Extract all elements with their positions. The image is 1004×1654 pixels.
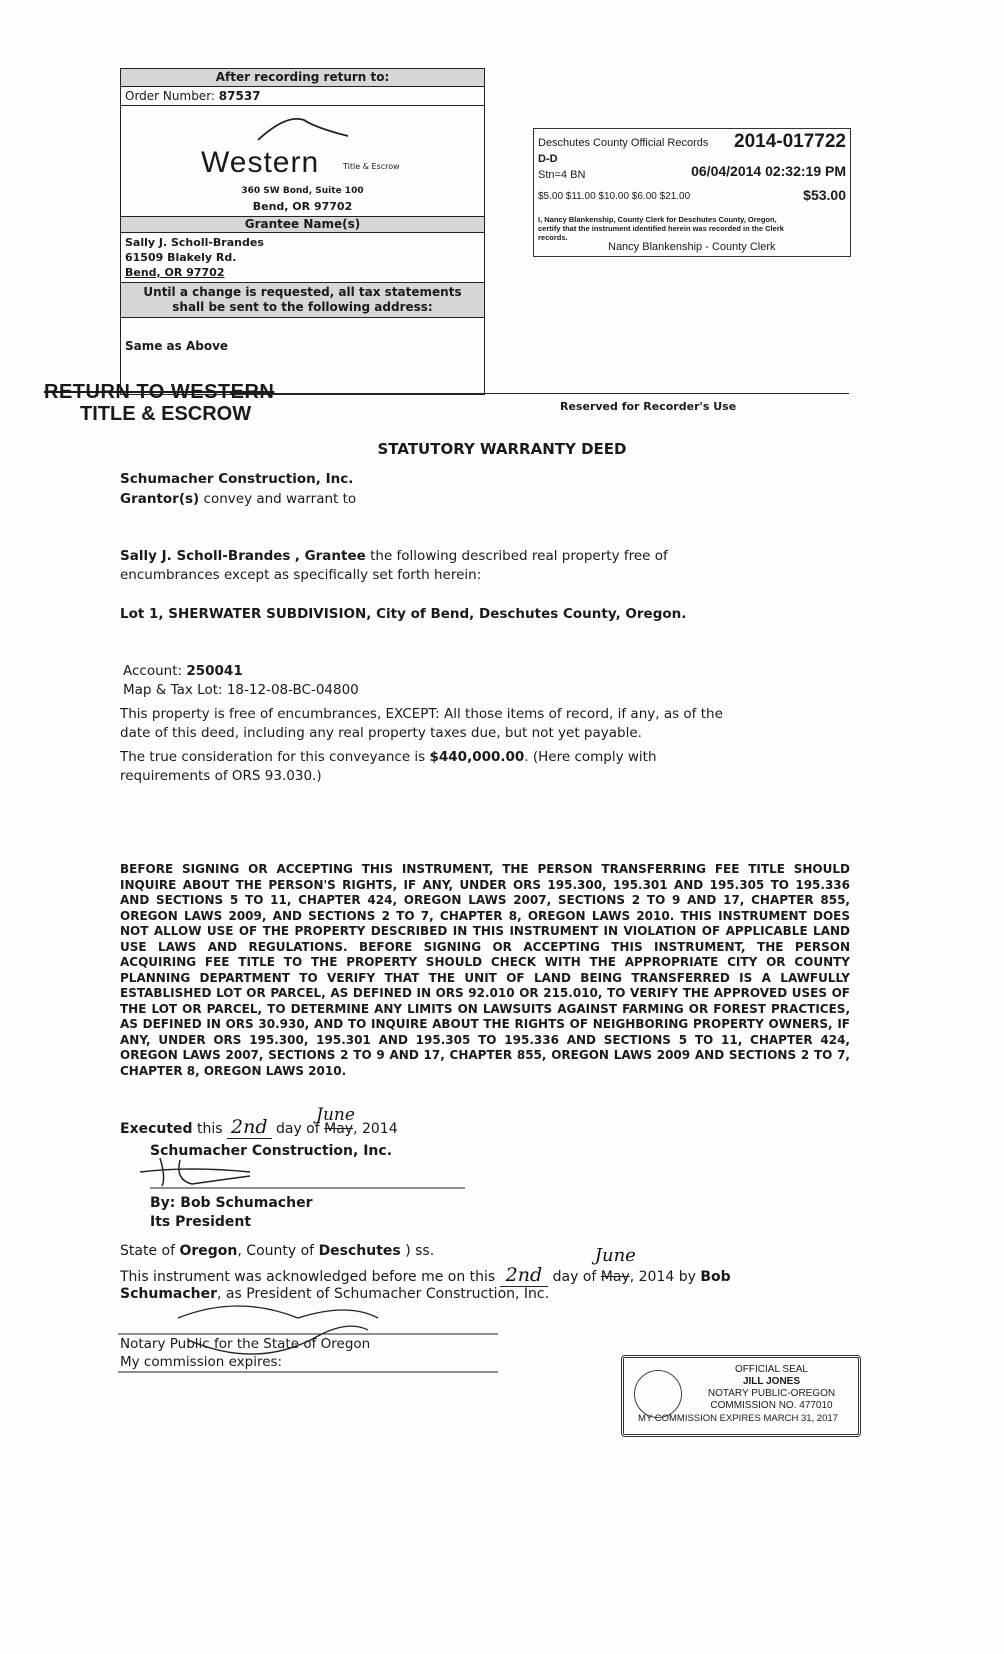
- state-pre: State of: [120, 1243, 176, 1259]
- grantee-line: [120, 547, 668, 566]
- ack-year-by: , 2014 by: [629, 1269, 696, 1285]
- cert-line2: certify that the instrument identified herein was recorded in the Clerk: [538, 224, 784, 233]
- logo-subtitle: Title & Escrow: [343, 162, 400, 171]
- grantee-city: Bend, OR 97702: [125, 266, 225, 279]
- reserved-label: Reserved for Recorder's Use: [560, 400, 737, 413]
- seal-line4: COMMISSION NO. 477010: [710, 1400, 833, 1411]
- ss: ) ss.: [405, 1243, 435, 1259]
- free-line2: date of this deed, including any real property taxes due, but not yet payable.: [120, 725, 642, 741]
- logo-word: Western: [201, 146, 320, 179]
- return-stamp-line2: TITLE & ESCROW: [80, 403, 252, 425]
- executed-month-handwritten: June: [316, 1105, 355, 1125]
- record-datetime: 06/04/2014 02:32:19 PM: [691, 163, 846, 179]
- tax-header-line2: shall be sent to the following address:: [172, 300, 433, 314]
- ack-month-handwritten: June: [594, 1245, 636, 1266]
- cert-line1: I, Nancy Blankenship, County Clerk for Deschutes County, Oregon,: [538, 215, 777, 224]
- legal-description: Lot 1, SHERWATER SUBDIVISION, City of Bend, Deschutes County, Oregon.: [120, 606, 687, 622]
- western-logo: [121, 106, 484, 217]
- cert-line3: records.: [538, 233, 568, 242]
- record-number: 2014-017722: [734, 131, 846, 152]
- grantee-name: Sally J. Scholl-Brandes: [125, 236, 264, 249]
- notary-line1: Notary Public for the State of Oregon: [120, 1336, 371, 1352]
- order-number-line: [121, 87, 484, 106]
- seal-line3: NOTARY PUBLIC-OREGON: [707, 1388, 836, 1399]
- doc-type: D-D: [538, 153, 558, 165]
- grantor-name: Schumacher Construction, Inc.: [120, 471, 354, 487]
- clerk-name: Nancy Blankenship - County Clerk: [608, 241, 776, 253]
- venue-line: [120, 1242, 434, 1261]
- ack-as: , as President of Schumacher Construction, Inc.: [217, 1286, 550, 1302]
- grantor-label: Grantor(s): [120, 491, 200, 507]
- county: Deschutes: [318, 1243, 401, 1259]
- county-pre: , County of: [237, 1243, 315, 1259]
- fees: $5.00 $11.00 $10.00 $6.00 $21.00: [538, 191, 691, 202]
- order-number-label: Order Number:: [125, 89, 215, 103]
- land-use-notice: BEFORE SIGNING OR ACCEPTING THIS INSTRUMENT, THE PERSON TRANSFERRING FEE TITLE SHOULD INQUIRE ABOUT THE PERSON'S RIGHTS, IF ANY, UNDER ORS 195.300, 195.301 AND 195.305 TO 195.336 AND SECTIONS 5 TO 11, CHAPTER 424, OREGON LAWS 2007, SECTIONS 2 TO 9 AND 17, CHAPTER 855, OREGON LAWS 2009, AND SECTIONS 2 TO 7, CHAPTER 8, OREGON LAWS 2010. THIS INSTRUMENT DOES NOT ALLOW USE OF THE PROPERTY DESCRIBED IN THIS INSTRUMENT IN VIOLATION OF APPLICABLE LAND USE LAWS AND REGULATIONS. BEFORE SIGNING OR ACCEPTING THIS INSTRUMENT, THE PERSON ACQUIRING FEE TITLE TO THE PROPERTY SHOULD CHECK WITH THE APPROPRIATE CITY OR COUNTY PLANNING DEPARTMENT TO VERIFY THAT THE UNIT OF LAND BEING TRANSFERRED IS A LAWFULLY ESTABLISHED LOT OR PARCEL, AS DEFINED IN ORS 92.010 OR 215.010, TO VERIFY THE APPROVED USES OF THE LOT OR PARCEL, TO DETERMINE ANY LIMITS ON LAWSUITS AGAINST FARMING OR FOREST PRACTICES, AS DEFINED IN ORS 30.930, AND TO INQUIRE ABOUT THE RIGHTS OF NEIGHBORING PROPERTY OWNERS, IF ANY, UNDER ORS 195.300, 195.301 AND 195.305 TO 195.336 AND SECTIONS 5 TO 11, CHAPTER 424, OREGON LAWS 2007, SECTIONS 2 TO 9 AND 17, CHAPTER 855, OREGON LAWS 2009 AND SECTIONS 2 TO 7, CHAPTER 8, OREGON LAWS 2010.: [120, 862, 850, 1078]
- executed-day-of: day of: [275, 1121, 320, 1137]
- grantee-text1: the following described real property free of: [370, 548, 668, 564]
- free-line1: This property is free of encumbrances, EXCEPT: All those items of record, if any, as of the: [120, 706, 723, 722]
- grantor-signature-icon: [130, 1150, 470, 1190]
- its-line: Its President: [150, 1214, 252, 1230]
- divider: [483, 393, 849, 394]
- ack-month-struck: May: [600, 1269, 630, 1285]
- logo-address-line2: Bend, OR 97702: [252, 200, 353, 213]
- tax-statement-header: [121, 283, 484, 318]
- consideration-post: . (Here comply with: [524, 749, 657, 765]
- fees-total: $53.00: [803, 187, 846, 203]
- account-label: Account:: [123, 663, 183, 679]
- grantee-address: [121, 233, 484, 283]
- return-stamp-line1: RETURN TO WESTERN: [44, 381, 275, 403]
- notary-line2: My commission expires:: [120, 1354, 283, 1370]
- map-tax-lot: Map & Tax Lot: 18-12-08-BC-04800: [123, 682, 359, 698]
- signature-company: Schumacher Construction, Inc.: [150, 1143, 393, 1159]
- grantee-street: 61509 Blakely Rd.: [125, 251, 237, 264]
- logo-swoosh-icon: [256, 114, 351, 144]
- seal-name: JILL JONES: [742, 1376, 801, 1387]
- account-number: 250041: [186, 663, 243, 679]
- account-line: [123, 662, 243, 681]
- consideration-line: [120, 748, 657, 767]
- grantee-header: Grantee Name(s): [121, 217, 484, 233]
- executed-line: [120, 1105, 398, 1139]
- notary-seal: [621, 1355, 861, 1437]
- state: Oregon: [179, 1243, 238, 1259]
- station: Stn=4 BN: [538, 169, 586, 181]
- tax-header-line1: Until a change is requested, all tax statements: [143, 285, 462, 299]
- grantor-line: [120, 490, 356, 509]
- executed-this: this: [197, 1121, 223, 1137]
- ack-name2: Schumacher: [120, 1286, 218, 1302]
- grantee-text2: encumbrances except as specifically set forth herein:: [120, 567, 482, 583]
- order-number: 87537: [218, 89, 261, 103]
- ack-name: Bob: [700, 1269, 731, 1285]
- by-line: By: Bob Schumacher: [150, 1195, 313, 1211]
- ack-day-handwritten: 2nd: [500, 1264, 549, 1287]
- oregon-seal-icon: [634, 1370, 682, 1418]
- after-recording-header: After recording return to:: [121, 69, 484, 87]
- recorder-heading: Deschutes County Official Records: [538, 137, 709, 149]
- recorder-stamp-box: [533, 128, 851, 257]
- executed-label: Executed: [120, 1121, 193, 1137]
- grantee-label: , Grantee: [294, 548, 366, 564]
- return-address-box: [120, 68, 485, 395]
- convey-text: convey and warrant to: [203, 491, 357, 507]
- tax-address: Same as Above: [125, 339, 229, 353]
- seal-line5: MY COMMISSION EXPIRES MARCH 31, 2017: [638, 1413, 838, 1424]
- deed-title: STATUTORY WARRANTY DEED: [377, 440, 627, 458]
- consideration-pre: The true consideration for this conveyance is: [120, 749, 426, 765]
- ack-day-of: day of: [552, 1269, 597, 1285]
- executed-year: , 2014: [353, 1121, 398, 1137]
- consideration-amount: $440,000.00: [429, 749, 525, 765]
- executed-day-handwritten: 2nd: [227, 1116, 272, 1139]
- seal-title: OFFICIAL SEAL: [735, 1364, 808, 1375]
- executed-month-struck: May: [324, 1121, 354, 1137]
- consideration-line2: requirements of ORS 93.030.): [120, 768, 322, 784]
- ack-pre: This instrument was acknowledged before me on this: [120, 1269, 496, 1285]
- logo-address-line1: 360 SW Bond, Suite 100: [241, 186, 364, 196]
- deed-grantee-name: Sally J. Scholl-Brandes: [120, 548, 291, 564]
